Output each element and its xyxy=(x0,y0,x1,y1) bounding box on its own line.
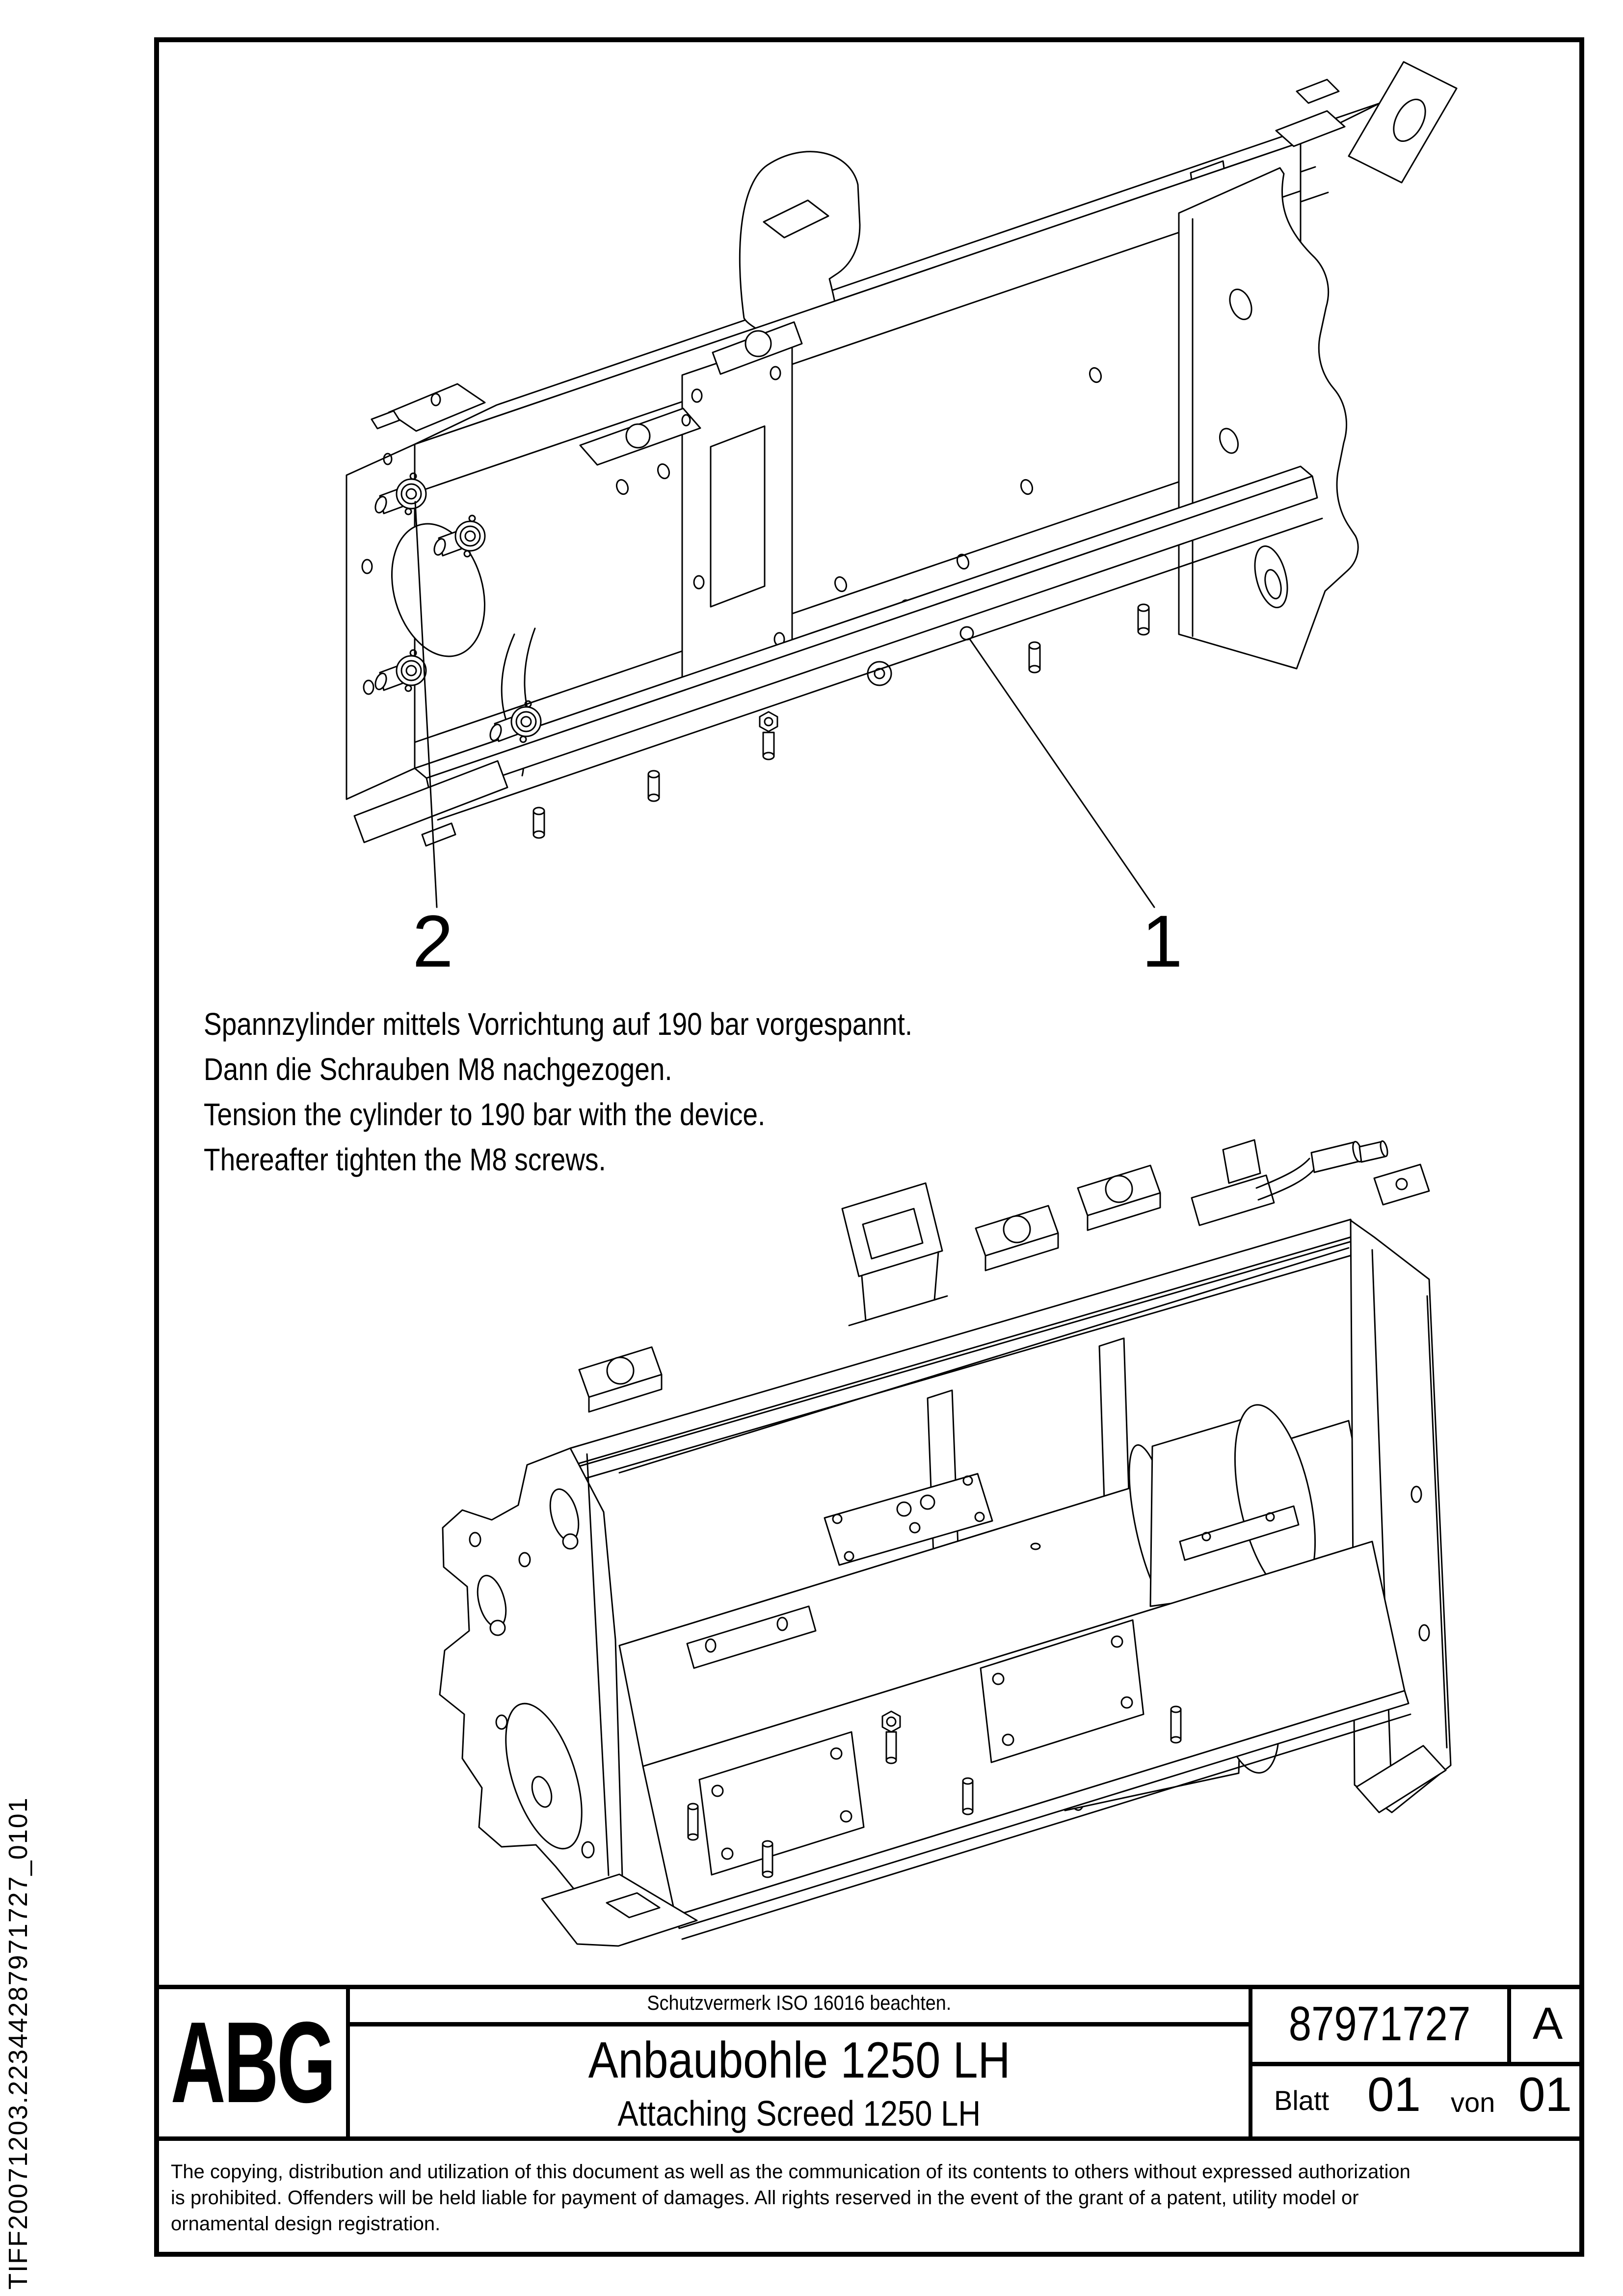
legal-line-2: is prohibited. Offenders will be held liable for payment of damages. All rights reserved in the event of the grant of a patent, utility model or xyxy=(171,2187,1359,2209)
instruction-text-block xyxy=(204,1001,1028,1182)
titleblock-notice-divider xyxy=(348,2022,1251,2026)
drawing-title-en: Attaching Screed 1250 LH xyxy=(617,2094,981,2134)
legal-line-1: The copying, distribution and utilization of this document as well as the communication of its contents to others without expressed authorization xyxy=(171,2161,1410,2183)
instruction-line-en-2: Thereafter tighten the M8 screws. xyxy=(204,1142,606,1177)
instruction-line-en-1: Tension the cylinder to 190 bar with the device. xyxy=(204,1097,766,1132)
legal-notice xyxy=(171,2159,1410,2237)
sheet-of-label: von xyxy=(1451,2087,1495,2118)
sheet-label: Blatt xyxy=(1274,2085,1330,2116)
protection-notice: Schutzvermerk ISO 16016 beachten. xyxy=(647,1991,952,2014)
revision-letter: A xyxy=(1532,1998,1563,2049)
item-label-2: 2 xyxy=(412,900,453,982)
item-label-1: 1 xyxy=(1142,900,1183,982)
document-side-code: TIFF20071203.22344287971727_0101 xyxy=(3,1797,33,2290)
legal-line-3: ornamental design registration. xyxy=(171,2213,441,2235)
sheet-number: 01 xyxy=(1367,2067,1421,2121)
titleblock-legal-divider xyxy=(154,2136,1584,2141)
titleblock-docrow-divider xyxy=(1251,2062,1584,2066)
drawing-title-de: Anbaubohle 1250 LH xyxy=(588,2031,1011,2089)
company-logo-text: ABG xyxy=(171,1997,334,2127)
titleblock-revision-divider xyxy=(1507,1985,1511,2062)
company-logo xyxy=(159,1989,346,2134)
document-number: 87971727 xyxy=(1289,1996,1471,2051)
sheet-total: 01 xyxy=(1518,2067,1572,2121)
instruction-line-de-1: Spannzylinder mittels Vorrichtung auf 190 bar vorgespannt. xyxy=(204,1006,913,1042)
instruction-line-de-2: Dann die Schrauben M8 nachgezogen. xyxy=(204,1052,672,1087)
